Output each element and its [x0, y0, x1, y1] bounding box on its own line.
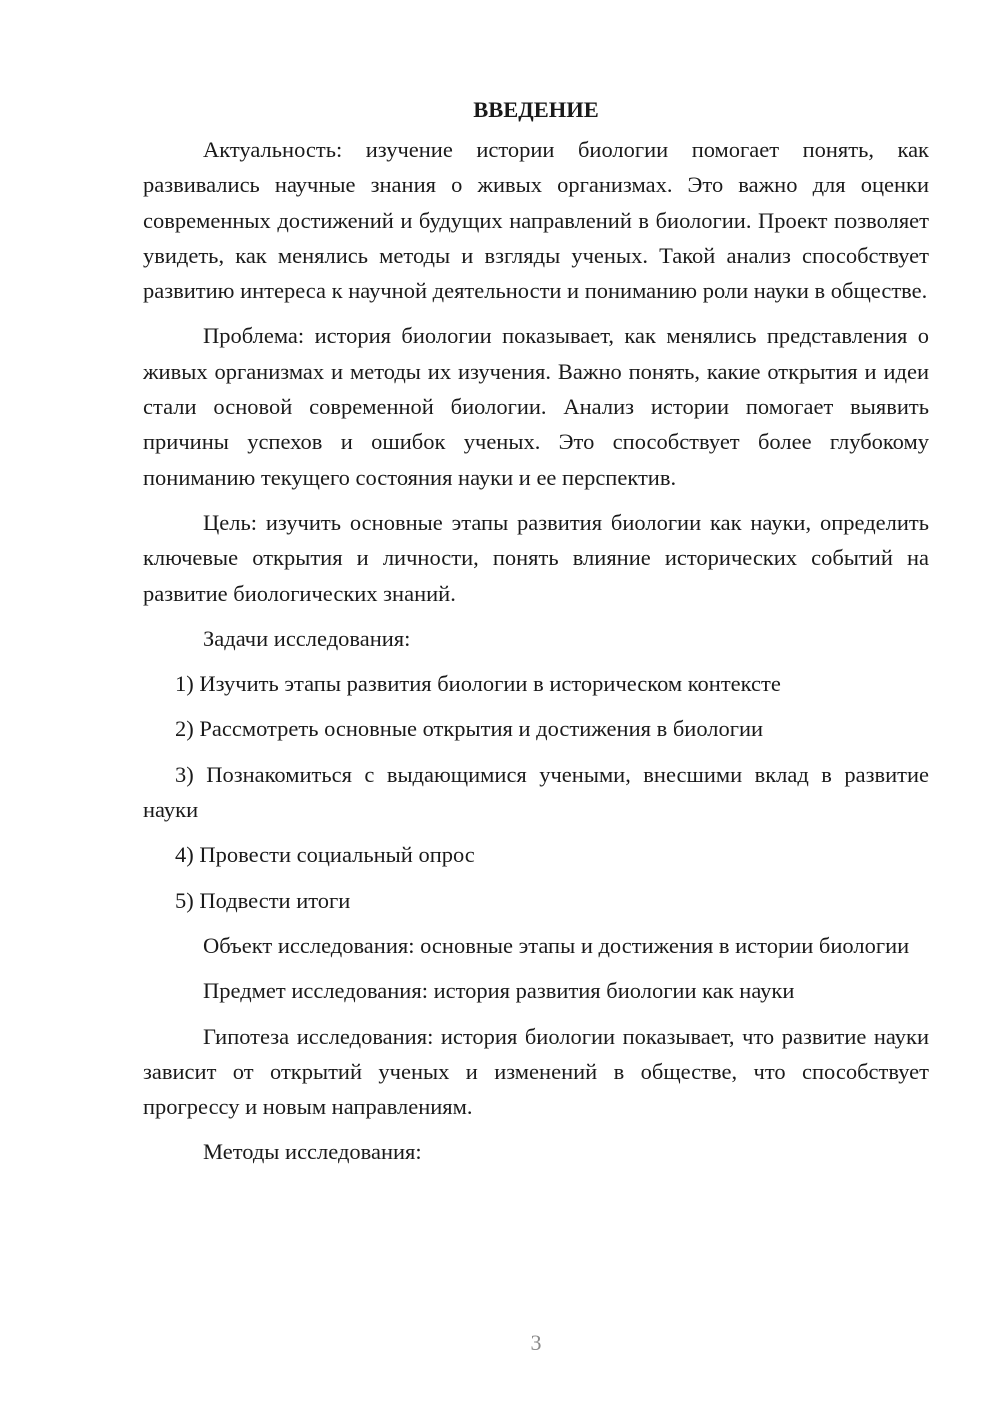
subject-paragraph: Предмет исследования: история развития биологии как науки	[203, 978, 795, 1004]
task-item: 2) Рассмотреть основные открытия и достижения в биологии	[175, 716, 764, 742]
tasks-heading: Задачи исследования:	[203, 625, 411, 651]
relevance-paragraph: Актуальность: изучение истории биологии помогает понять, как развивались научные знания о живых организмах. Это важно для оценки современных достижений и будущих направлений в биологии. Проект позволяет увидеть, как менялись методы и взгляды ученых. Такой анализ способствует развитию интереса к научной деятельности и пониманию роли науки в обществе.	[143, 137, 929, 304]
methods-heading: Методы исследования:	[203, 1139, 422, 1165]
page-number: 3	[530, 1330, 542, 1355]
hypothesis-paragraph: Гипотеза исследования: история биологии показывает, что развитие науки зависит от открытий ученых и изменений в обществе, что способствует прогрессу и новым направлениям.	[143, 1023, 929, 1120]
task-item: 4) Провести социальный опрос	[175, 842, 475, 868]
page-title: ВВЕДЕНИЕ	[473, 97, 599, 122]
goal-paragraph: Цель: изучить основные этапы развития биологии как науки, определить ключевые открытия и личности, понять влияние исторических событий на развитие биологических знаний.	[143, 509, 929, 606]
task-item: 5) Подвести итоги	[175, 887, 351, 913]
task-item: 3) Познакомиться с выдающимися учеными, внесшими вклад в развитие науки	[143, 761, 929, 823]
task-item: 1) Изучить этапы развития биологии в историческом контексте	[175, 671, 781, 697]
object-paragraph: Объект исследования: основные этапы и достижения в истории биологии	[203, 932, 910, 958]
page-content	[143, 92, 929, 1180]
problem-paragraph: Проблема: история биологии показывает, как менялись представления о живых организмах и методы их изучения. Важно понять, какие открытия и идеи стали основой современной биологии. Анализ истории помогает выявить причины успехов и ошибок ученых. Это способствует более глубокому пониманию текущего состояния науки и ее перспектив.	[143, 323, 929, 490]
